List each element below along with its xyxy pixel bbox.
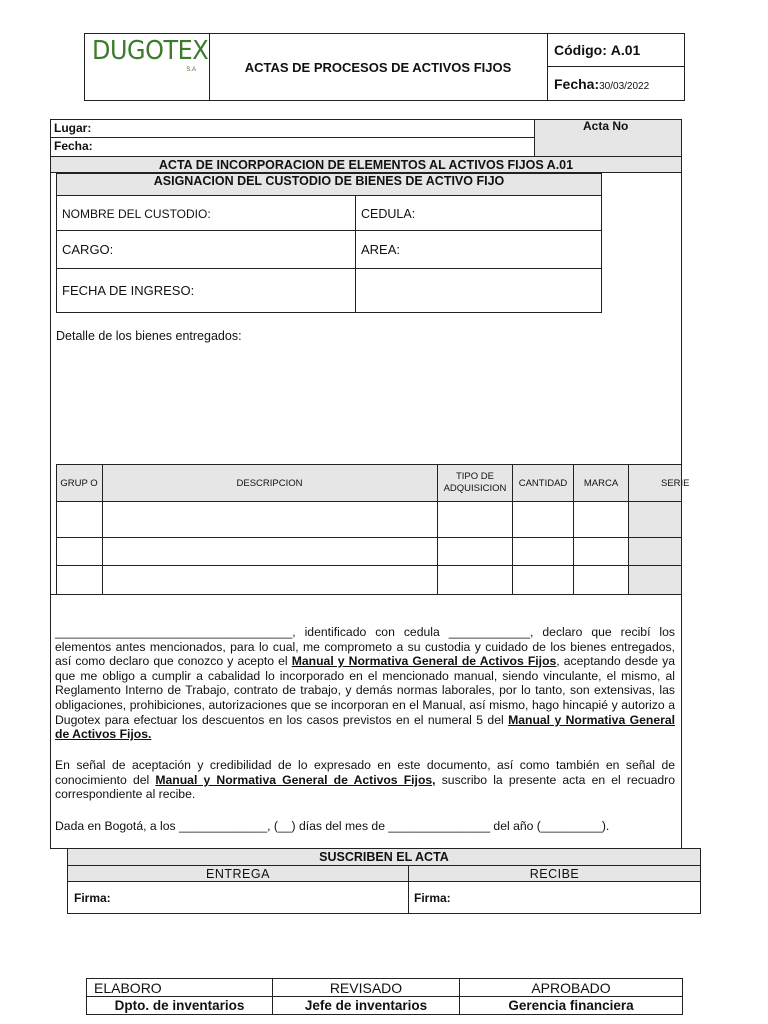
signature-title: SUSCRIBEN EL ACTA [68, 849, 700, 865]
manual-reference-2: Manual y Normativa General de Activos Fijos. [55, 712, 676, 742]
elaboro-header: ELABORO [94, 979, 162, 996]
company-logo [90, 36, 209, 76]
detalle-label: Detalle de los bienes entregados: [56, 329, 242, 343]
acceptance-text-1: En señal de aceptación y credibilidad de lo expresado en este documento, así como también en señal de conocimiento del [55, 758, 675, 787]
fecha-ingreso-label: FECHA DE INGRESO: [62, 283, 195, 298]
cargo-field[interactable] [62, 231, 352, 268]
cargo-label: CARGO: [62, 242, 114, 257]
col-header-descripcion: DESCRIPCION [236, 477, 303, 489]
aprobado-by: Gerencia financiera [508, 998, 634, 1013]
logo-text: DUGOTEX [92, 36, 209, 66]
fecha-field [554, 68, 684, 100]
declaration-text-1: ___________________________________, identificado con cedula ____________, declaro que recibí los elementos antes mencionados, para lo cual, me comprometo a su custodia y cuidado de los bienes entregados, así como declaro que conozco y acepto el [55, 625, 675, 669]
logo-subtext: S.A [186, 67, 196, 73]
fecha-ingreso-value[interactable] [356, 269, 601, 312]
col-header-marca: MARCA [583, 477, 619, 489]
lugar-label: Lugar: [54, 121, 92, 135]
cedula-field[interactable] [361, 197, 599, 230]
section-title: ACTA DE INCORPORACION DE ELEMENTOS AL ACTIVOS FIJOS A.01 [51, 156, 681, 173]
cedula-label: CEDULA: [361, 206, 416, 221]
acceptance-text-2: suscribo la presente acta en el recuadro correspondiente al recibe. [55, 772, 675, 802]
elaboro-by: Dpto. de inventarios [114, 998, 245, 1013]
fecha-ingreso-field[interactable] [62, 269, 352, 312]
revisado-header: REVISADO [329, 979, 403, 996]
codigo-field [554, 35, 684, 65]
custodian-name-field[interactable] [62, 197, 352, 230]
area-label: AREA: [361, 242, 401, 257]
acta-no-label: Acta No [583, 119, 629, 133]
codigo-value: A.01 [610, 42, 641, 58]
codigo-label: Código: [554, 42, 607, 58]
fecha-form-label: Fecha: [54, 139, 93, 153]
document-title: ACTAS DE PROCESOS DE ACTIVOS FIJOS [244, 59, 512, 75]
firma-recibe-field[interactable] [414, 882, 696, 913]
col-header-grupo: GRUP O [60, 478, 98, 489]
col-header-serie: SERIE [661, 477, 690, 489]
custodian-name-label: NOMBRE DEL CUSTODIO: [62, 206, 211, 221]
manual-reference-3: Manual y Normativa General de Activos Fijos, [155, 772, 436, 787]
area-field[interactable] [361, 231, 599, 268]
declaration-paragraph [55, 625, 675, 742]
acceptance-paragraph [55, 758, 675, 802]
col-header-tipo-adquisicion: TIPO DE ADQUISICION [443, 471, 507, 494]
fecha-value: 30/03/2022 [599, 80, 650, 92]
custodian-title: ASIGNACION DEL CUSTODIO DE BIENES DE ACTIVO FIJO [57, 174, 601, 196]
firma-entrega-label: Firma: [74, 890, 111, 905]
recibe-header: RECIBE [529, 866, 580, 881]
col-header-cantidad: CANTIDAD [518, 477, 568, 489]
entrega-header: ENTREGA [206, 866, 270, 881]
aprobado-header: APROBADO [531, 979, 611, 996]
manual-reference: Manual y Normativa General de Activos Fijos [291, 654, 557, 669]
declaration-text-2: , aceptando desde ya que me obligo a cumplir a cabalidad lo incorporado en el mencionado manual, siendo vinculante, el mismo, al Reglamento Interno de Trabajo, contrato de trabajo, y demás normas laborales, por lo tanto, son extensivas, las obligaciones, prohibiciones, autorizaciones que se incorporan en el Manual, así mismo, hago hincapié y autorizo a Dugotex para efectuar los descuentos en los casos previstos en el numeral 5 del [55, 654, 675, 727]
firma-recibe-label: Firma: [414, 890, 451, 905]
fecha-label: Fecha: [554, 76, 600, 92]
revisado-by: Jefe de inventarios [304, 998, 428, 1013]
firma-entrega-field[interactable] [74, 882, 404, 913]
date-place-line: Dada en Bogotá, a los _____________, (__) días del mes de _______________ del año (_________). [55, 819, 610, 833]
